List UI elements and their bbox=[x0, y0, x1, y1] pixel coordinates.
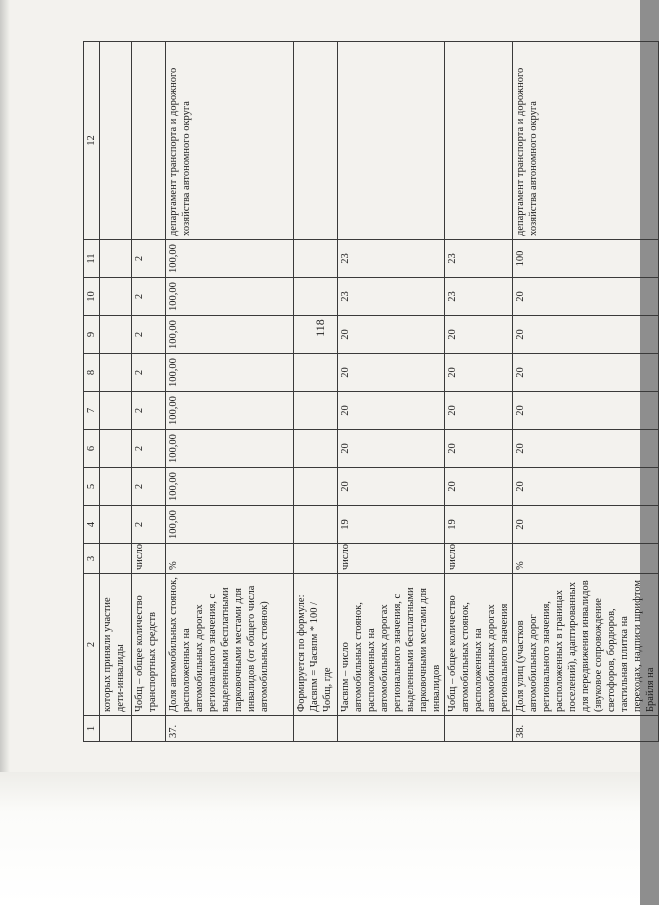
unit-cell bbox=[294, 544, 338, 574]
value-cell: 100,00 bbox=[166, 240, 294, 278]
table-header-row bbox=[84, 42, 100, 742]
value-cell: 100,00 bbox=[166, 468, 294, 506]
value-cell: 2 bbox=[132, 240, 166, 278]
value-cell bbox=[294, 468, 338, 506]
value-cell: 2 bbox=[132, 506, 166, 544]
value-cell: 20 bbox=[513, 278, 659, 316]
value-cell: 20 bbox=[445, 468, 513, 506]
scan-bottom-margin bbox=[0, 772, 640, 905]
indicator-name-cell: которых приняли участие дети-инвалиды bbox=[100, 574, 132, 716]
responsible-cell: департамент транспорта и дорожного хозяйства автономного округа bbox=[513, 42, 659, 240]
value-cell bbox=[100, 392, 132, 430]
row-number-cell: 38. bbox=[513, 716, 659, 742]
value-cell: 100 bbox=[513, 240, 659, 278]
value-cell: 100,00 bbox=[166, 278, 294, 316]
value-cell bbox=[294, 354, 338, 392]
value-cell: 2 bbox=[132, 316, 166, 354]
indicator-table bbox=[83, 41, 659, 742]
row-number-cell bbox=[132, 716, 166, 742]
header-cell: 8 bbox=[84, 354, 100, 392]
unit-cell bbox=[100, 544, 132, 574]
responsible-cell bbox=[132, 42, 166, 240]
value-cell: 19 bbox=[338, 506, 445, 544]
value-cell bbox=[100, 430, 132, 468]
table-row bbox=[132, 42, 166, 742]
value-cell bbox=[100, 316, 132, 354]
header-cell: 2 bbox=[84, 574, 100, 716]
header-cell: 10 bbox=[84, 278, 100, 316]
row-number-cell bbox=[338, 716, 445, 742]
value-cell: 20 bbox=[513, 430, 659, 468]
value-cell: 2 bbox=[132, 468, 166, 506]
row-number-cell: 37. bbox=[166, 716, 294, 742]
header-cell: 3 bbox=[84, 544, 100, 574]
header-cell: 4 bbox=[84, 506, 100, 544]
value-cell: 100,00 bbox=[166, 506, 294, 544]
responsible-cell bbox=[445, 42, 513, 240]
value-cell: 23 bbox=[445, 240, 513, 278]
value-cell: 20 bbox=[513, 316, 659, 354]
page-number: 118 bbox=[313, 319, 327, 337]
header-cell: 7 bbox=[84, 392, 100, 430]
value-cell: 2 bbox=[132, 354, 166, 392]
value-cell: 20 bbox=[513, 354, 659, 392]
value-cell: 20 bbox=[445, 316, 513, 354]
unit-cell: число bbox=[132, 544, 166, 574]
value-cell: 20 bbox=[338, 468, 445, 506]
table-row bbox=[166, 42, 294, 742]
value-cell: 23 bbox=[445, 278, 513, 316]
indicator-name-cell: Доля улиц (участков автомобильных дорог регионального значения, расположенных в границах поселений), адаптированных для передвижения инвалидов (звуковое сопровождение светофоров, бордюров, тактильная плитка на переходах, надписи шрифтом Брайля на bbox=[513, 574, 659, 716]
indicator-name-cell: Чобщ – общее количество автомобильных стоянок, расположенных на автомобильных дорогах регионального значения bbox=[445, 574, 513, 716]
value-cell bbox=[100, 354, 132, 392]
rotated-table-wrapper bbox=[83, 42, 656, 742]
value-cell bbox=[294, 240, 338, 278]
value-cell: 100,00 bbox=[166, 392, 294, 430]
value-cell bbox=[294, 506, 338, 544]
row-number-cell bbox=[100, 716, 132, 742]
value-cell bbox=[294, 278, 338, 316]
header-cell: 1 bbox=[84, 716, 100, 742]
unit-cell: % bbox=[513, 544, 659, 574]
unit-cell: % bbox=[166, 544, 294, 574]
header-cell: 6 bbox=[84, 430, 100, 468]
table-row bbox=[294, 42, 338, 742]
value-cell: 20 bbox=[513, 506, 659, 544]
row-number-cell bbox=[445, 716, 513, 742]
row-number-cell bbox=[294, 716, 338, 742]
value-cell: 20 bbox=[338, 430, 445, 468]
table-row bbox=[100, 42, 132, 742]
unit-cell: число bbox=[338, 544, 445, 574]
indicator-name-cell: Часвпм – число автомобильных стоянок, расположенных на автомобильных дорогах регионального значения, с выделенными бесплатными парковочными местами для инвалидов bbox=[338, 574, 445, 716]
value-cell: 2 bbox=[132, 278, 166, 316]
value-cell: 20 bbox=[513, 468, 659, 506]
indicator-name-cell: Доля автомобильных стоянок, расположенных на автомобильных дорогах регионального значения, с выделенными бесплатными парковочными местами для инвалидов (от общего числа автомобильных стоянок) bbox=[166, 574, 294, 716]
value-cell: 2 bbox=[132, 392, 166, 430]
value-cell bbox=[100, 468, 132, 506]
value-cell: 20 bbox=[338, 392, 445, 430]
value-cell: 100,00 bbox=[166, 430, 294, 468]
value-cell: 20 bbox=[445, 392, 513, 430]
value-cell: 20 bbox=[513, 392, 659, 430]
indicator-name-cell: Чобщ – общее количество транспортных средств bbox=[132, 574, 166, 716]
header-cell: 11 bbox=[84, 240, 100, 278]
unit-cell: число bbox=[445, 544, 513, 574]
responsible-cell: департамент транспорта и дорожного хозяйства автономного округа bbox=[166, 42, 294, 240]
value-cell: 23 bbox=[338, 278, 445, 316]
value-cell: 19 bbox=[445, 506, 513, 544]
table-row bbox=[513, 42, 659, 742]
value-cell: 20 bbox=[338, 316, 445, 354]
value-cell: 20 bbox=[445, 430, 513, 468]
table-row bbox=[338, 42, 445, 742]
value-cell bbox=[100, 506, 132, 544]
header-cell: 5 bbox=[84, 468, 100, 506]
value-cell: 100,00 bbox=[166, 354, 294, 392]
value-cell bbox=[294, 392, 338, 430]
value-cell bbox=[294, 430, 338, 468]
value-cell bbox=[100, 240, 132, 278]
header-cell: 12 bbox=[84, 42, 100, 240]
value-cell: 20 bbox=[338, 354, 445, 392]
indicator-name-cell: Формируется по формуле: Дасвпм = Часвпм * 100 / Чобщ, где bbox=[294, 574, 338, 716]
header-cell: 9 bbox=[84, 316, 100, 354]
value-cell bbox=[294, 316, 338, 354]
value-cell: 100,00 bbox=[166, 316, 294, 354]
value-cell: 23 bbox=[338, 240, 445, 278]
value-cell: 2 bbox=[132, 430, 166, 468]
responsible-cell bbox=[100, 42, 132, 240]
scan-edge-shadow bbox=[0, 0, 10, 772]
value-cell: 20 bbox=[445, 354, 513, 392]
responsible-cell bbox=[338, 42, 445, 240]
value-cell bbox=[100, 278, 132, 316]
responsible-cell bbox=[294, 42, 338, 240]
table-row bbox=[445, 42, 513, 742]
